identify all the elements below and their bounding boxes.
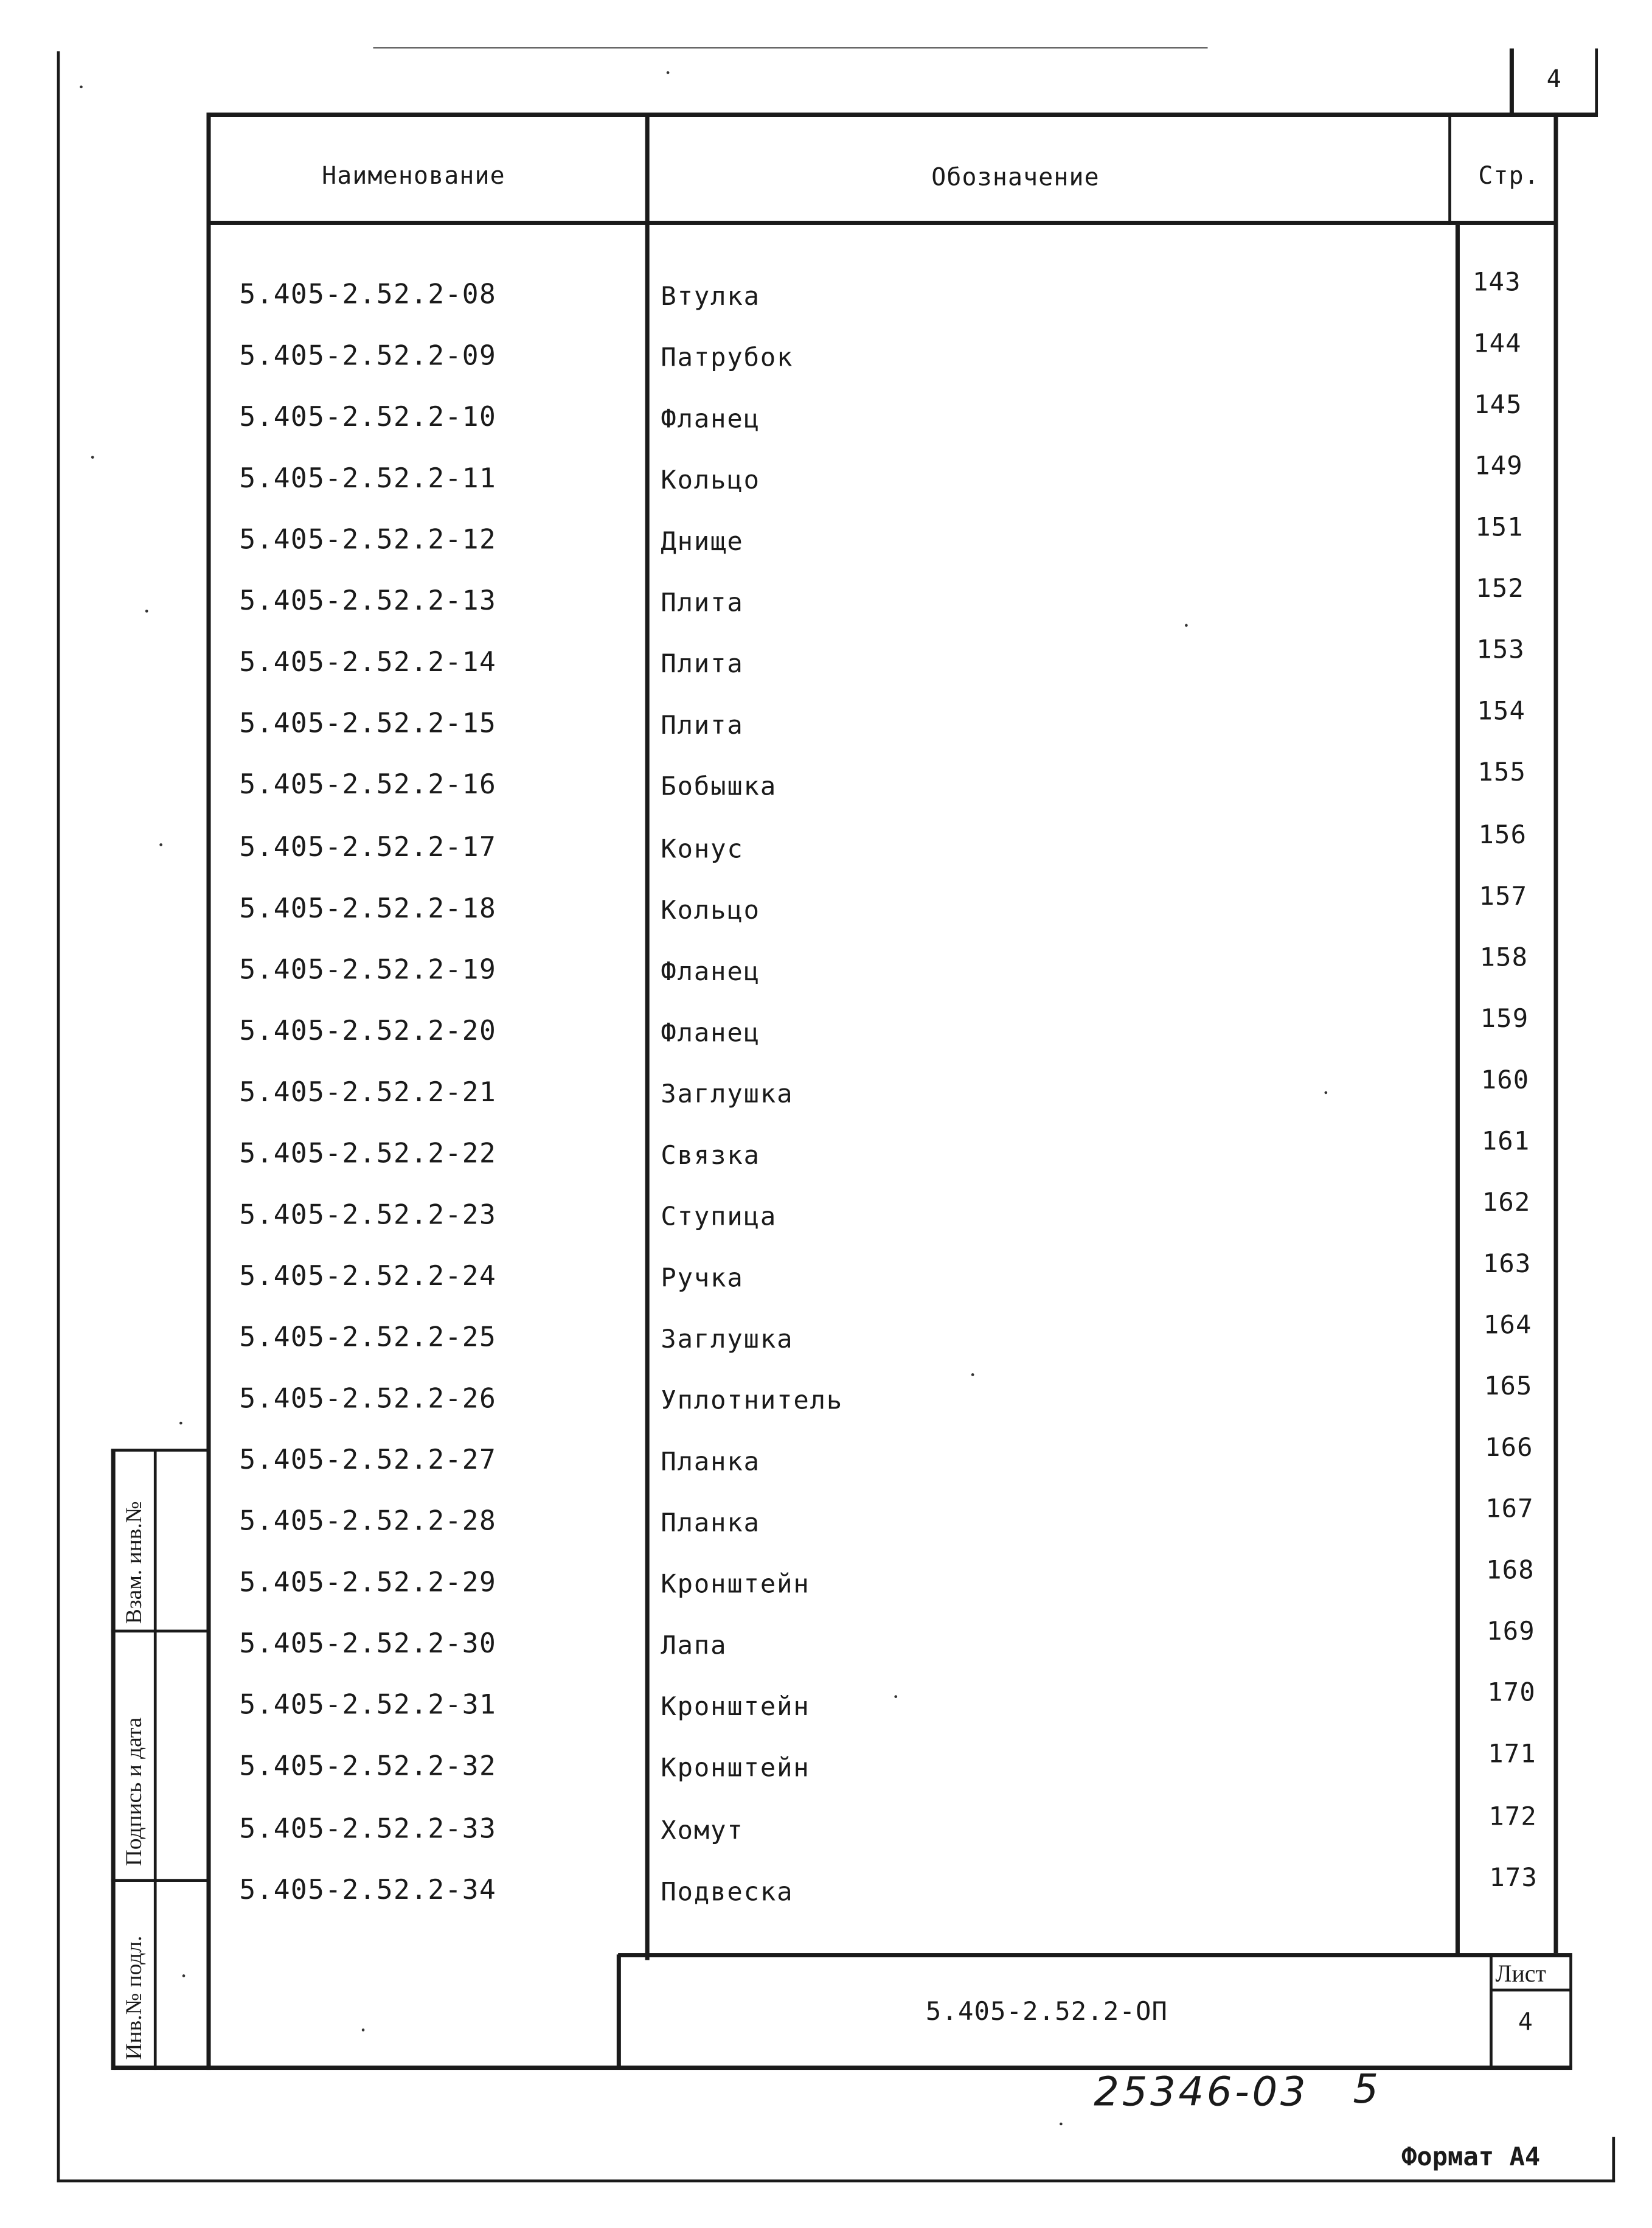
- row-code: 5.405-2.52.2-24: [239, 1261, 497, 1292]
- scan-speck: [159, 843, 162, 846]
- row-name: Связка: [661, 1141, 760, 1171]
- row-name: Конус: [661, 834, 744, 865]
- row-code: 5.405-2.52.2-10: [239, 402, 497, 434]
- row-page: 166: [1485, 1433, 1533, 1463]
- row-code: 5.405-2.52.2-09: [239, 340, 497, 372]
- row-page: 157: [1479, 881, 1528, 911]
- row-name: Патрубок: [661, 343, 794, 374]
- format-label: Формат А4: [1401, 2142, 1541, 2173]
- scan-speck: [91, 456, 94, 459]
- row-page: 159: [1480, 1004, 1529, 1034]
- row-name: Кольцо: [661, 895, 760, 925]
- row-code: 5.405-2.52.2-25: [239, 1321, 497, 1354]
- row-code: 5.405-2.52.2-26: [239, 1383, 497, 1415]
- row-name: Ступица: [661, 1202, 777, 1233]
- row-name: Днище: [661, 527, 744, 558]
- row-code: 5.405-2.52.2-16: [239, 770, 497, 801]
- table-top-border: [208, 113, 1598, 117]
- row-code: 5.405-2.52.2-23: [239, 1199, 497, 1231]
- row-name: Заглушка: [661, 1325, 794, 1355]
- column-divider-2: [1448, 114, 1451, 225]
- column-divider-1: [645, 114, 650, 1960]
- row-code: 5.405-2.52.2-20: [239, 1015, 497, 1047]
- scan-speck: [1060, 2123, 1063, 2126]
- row-page: 169: [1487, 1617, 1535, 1648]
- stamp-vzam-inv: Взам. инв.№: [122, 1501, 147, 1624]
- row-page: 160: [1480, 1065, 1530, 1095]
- row-page: 151: [1475, 513, 1524, 543]
- row-code: 5.405-2.52.2-30: [239, 1628, 497, 1660]
- row-page: 145: [1474, 390, 1522, 420]
- row-page: 167: [1485, 1494, 1534, 1525]
- row-name: Фланец: [661, 405, 760, 435]
- row-page: 165: [1484, 1371, 1533, 1402]
- row-page: 172: [1488, 1801, 1537, 1831]
- scan-speck: [80, 85, 83, 88]
- row-code: 5.405-2.52.2-11: [239, 463, 497, 495]
- header-page: Стр.: [1478, 162, 1539, 191]
- stamp-top: [111, 1449, 208, 1452]
- header-bottom-rule: [208, 221, 1555, 225]
- scan-speck: [182, 1974, 186, 1977]
- handwritten-number: 25346-03: [1094, 2068, 1309, 2115]
- handwritten-page: 5: [1353, 2066, 1381, 2113]
- row-name: Плита: [661, 650, 744, 680]
- row-code: 5.405-2.52.2-15: [239, 708, 497, 740]
- row-code: 5.405-2.52.2-17: [239, 831, 497, 863]
- row-name: Фланец: [661, 956, 760, 987]
- row-name: Кронштейн: [661, 1570, 810, 1600]
- title-block-right: [1569, 1954, 1572, 2068]
- row-name: Кронштейн: [661, 1754, 810, 1784]
- scan-speck: [1325, 1091, 1328, 1095]
- row-name: Втулка: [661, 282, 760, 312]
- scan-speck: [1185, 624, 1188, 627]
- sheet-label: Лист: [1495, 1960, 1546, 1988]
- row-code: 5.405-2.52.2-14: [239, 647, 497, 679]
- row-page: 144: [1473, 329, 1522, 360]
- stamp-podpis-data: Подпись и дата: [122, 1717, 147, 1867]
- stamp-inner-left: [154, 1450, 157, 2070]
- page-border-right-stub: [1612, 2137, 1615, 2182]
- row-code: 5.405-2.52.2-29: [239, 1567, 497, 1599]
- top-rule: [373, 47, 1207, 48]
- row-code: 5.405-2.52.2-27: [239, 1444, 497, 1476]
- row-name: Ручка: [661, 1263, 744, 1293]
- row-page: 155: [1477, 758, 1527, 789]
- stamp-divider-1: [111, 1630, 208, 1633]
- scan-speck: [362, 2028, 365, 2031]
- row-name: Бобышка: [661, 773, 777, 803]
- row-name: Хомут: [661, 1815, 744, 1846]
- table-left-border: [207, 113, 211, 2070]
- row-page: 170: [1487, 1679, 1536, 1709]
- row-page: 163: [1482, 1249, 1532, 1279]
- row-code: 5.405-2.52.2-33: [239, 1812, 497, 1844]
- row-code: 5.405-2.52.2-13: [239, 586, 497, 618]
- stamp-inv-podl: Инв.№ подл.: [122, 1935, 147, 2060]
- row-code: 5.405-2.52.2-22: [239, 1138, 497, 1169]
- corner-page-number: 4: [1546, 65, 1561, 94]
- row-page: 149: [1474, 451, 1523, 482]
- row-page: 164: [1483, 1311, 1532, 1341]
- row-code: 5.405-2.52.2-08: [239, 279, 497, 311]
- stamp-outer-left: [111, 1450, 116, 2070]
- page-border-bottom: [57, 2179, 1615, 2182]
- row-code: 5.405-2.52.2-19: [239, 953, 497, 986]
- scan-speck: [894, 1695, 897, 1698]
- row-name: Уплотнитель: [661, 1386, 844, 1416]
- row-code: 5.405-2.52.2-28: [239, 1506, 497, 1537]
- row-code: 5.405-2.52.2-32: [239, 1751, 497, 1783]
- row-page: 158: [1479, 942, 1529, 973]
- row-name: Подвеска: [661, 1876, 794, 1907]
- row-name: Заглушка: [661, 1079, 794, 1110]
- document-code: 5.405-2.52.2-ОП: [925, 1997, 1168, 2027]
- row-code: 5.405-2.52.2-12: [239, 524, 497, 556]
- scan-speck: [667, 71, 670, 74]
- table-right-border: [1553, 113, 1558, 1953]
- corner-box-left: [1510, 49, 1514, 114]
- scan-speck: [145, 610, 148, 613]
- row-name: Кольцо: [661, 466, 760, 496]
- row-name: Планка: [661, 1447, 760, 1478]
- title-block-left: [617, 1954, 621, 2068]
- sheet-cell-divider: [1491, 1989, 1570, 1992]
- sheet-cell-left: [1490, 1954, 1493, 2068]
- scan-speck: [179, 1422, 182, 1425]
- row-page: 153: [1476, 636, 1525, 666]
- stamp-divider-2: [111, 1879, 208, 1882]
- row-code: 5.405-2.52.2-21: [239, 1076, 497, 1109]
- row-name: Плита: [661, 588, 744, 619]
- scan-speck: [971, 1373, 974, 1376]
- row-page: 171: [1488, 1739, 1536, 1770]
- row-name: Плита: [661, 711, 744, 742]
- header-designation: Обозначение: [931, 164, 1100, 193]
- header-name: Наименование: [322, 162, 505, 191]
- title-block-top: [618, 1953, 1572, 1957]
- row-code: 5.405-2.52.2-31: [239, 1690, 497, 1722]
- row-page: 173: [1489, 1862, 1538, 1893]
- row-page: 156: [1478, 820, 1527, 850]
- row-name: Планка: [661, 1508, 760, 1539]
- row-page: 154: [1477, 697, 1526, 728]
- row-page: 168: [1486, 1556, 1535, 1586]
- row-code: 5.405-2.52.2-18: [239, 893, 497, 924]
- column-divider-2-lower: [1456, 225, 1460, 1954]
- row-name: Фланец: [661, 1018, 760, 1048]
- row-name: Лапа: [661, 1631, 727, 1662]
- row-page: 143: [1473, 268, 1521, 298]
- sheet-number: 4: [1518, 2008, 1533, 2038]
- page-border-left: [57, 51, 60, 2182]
- corner-box-right: [1595, 49, 1598, 114]
- row-page: 162: [1482, 1188, 1531, 1218]
- row-page: 161: [1481, 1126, 1530, 1157]
- row-code: 5.405-2.52.2-34: [239, 1874, 497, 1906]
- row-name: Кронштейн: [661, 1693, 810, 1723]
- row-page: 152: [1476, 574, 1524, 605]
